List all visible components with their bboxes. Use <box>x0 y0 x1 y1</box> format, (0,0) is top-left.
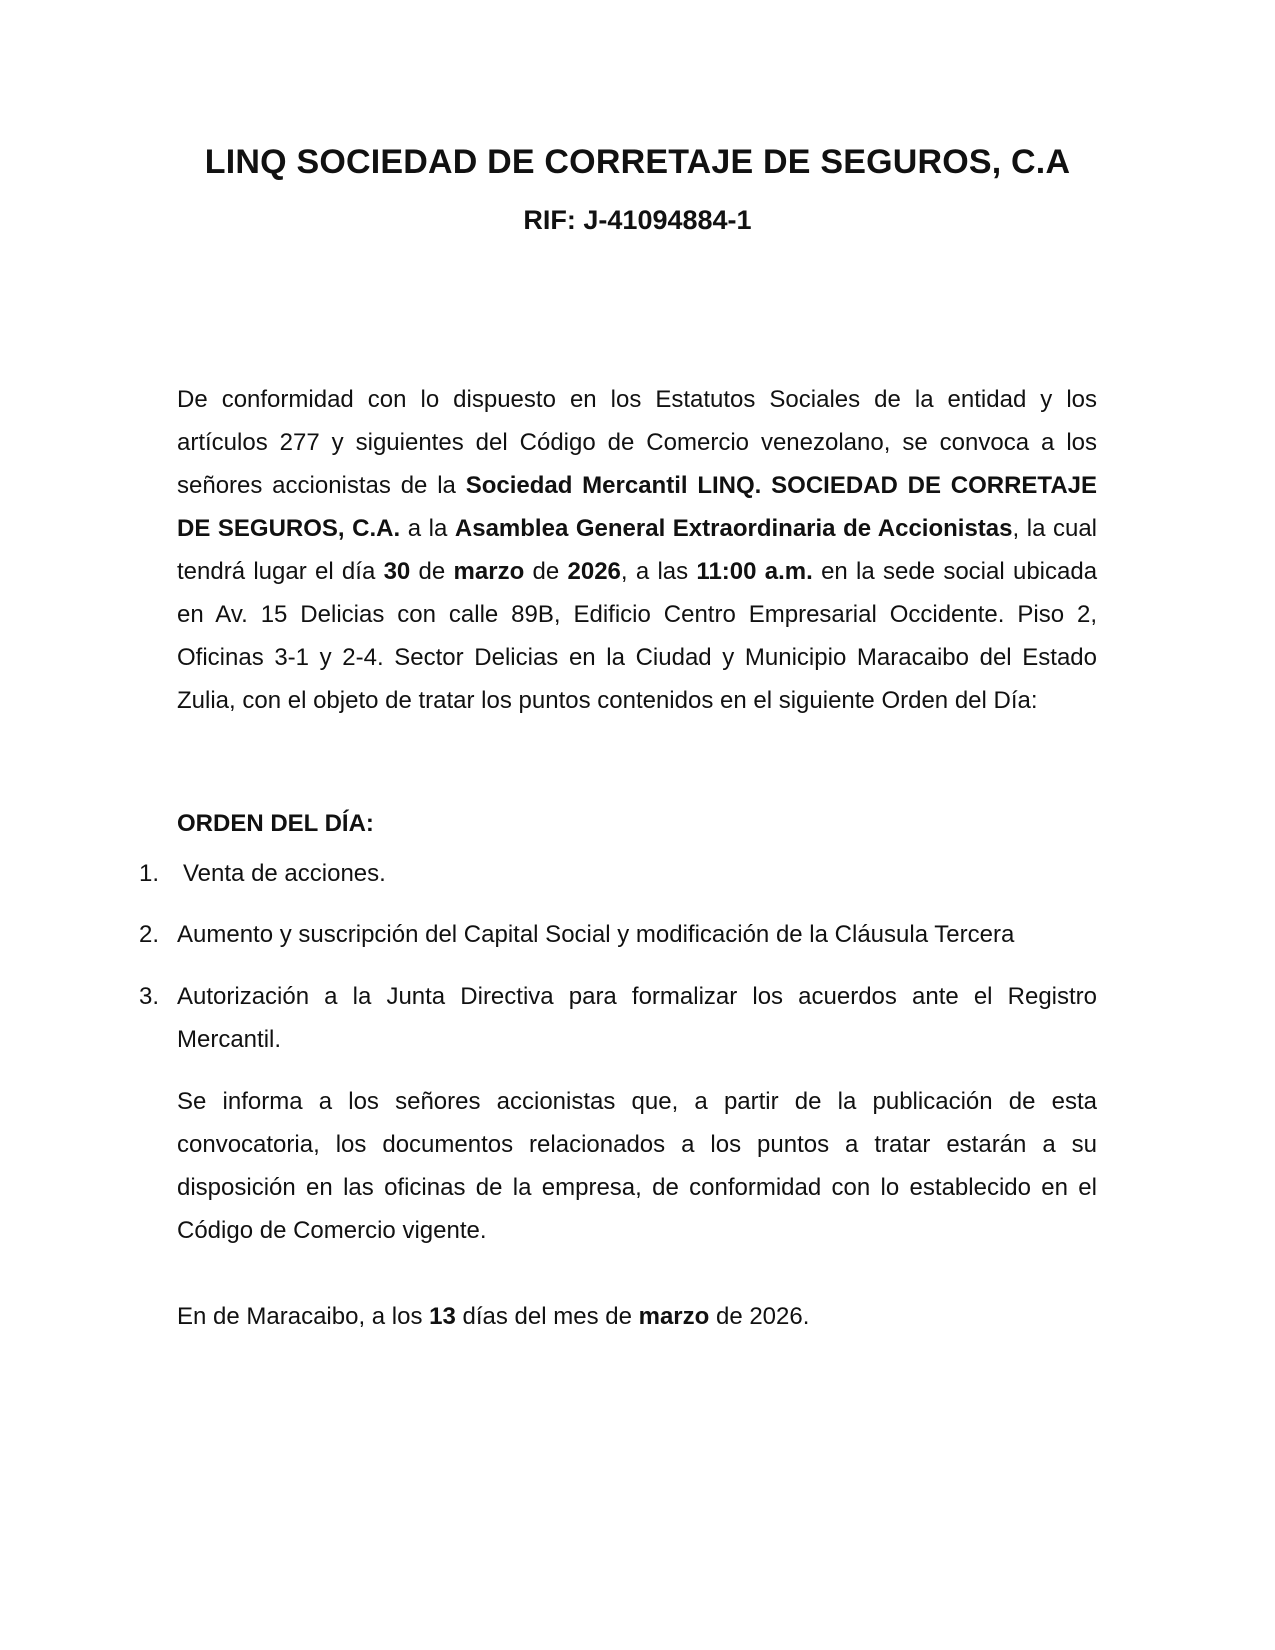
intro-text-7: en la sede social ubicada en Av. 15 Delicias con calle 89B, Edificio Centro Empresarial Occidente. Piso 2, Oficinas 3-1 y 2-4. Sector Delicias en la Ciudad y Municipio Maracaibo del Estado Zulia, con el objeto de tratar los puntos contenidos en el siguiente Orden del Día: <box>177 558 1098 714</box>
agenda-heading: ORDEN DEL DÍA: <box>177 810 374 837</box>
closing-line <box>177 1295 1097 1338</box>
intro-text-5: de <box>524 558 568 585</box>
closing-day: 13 <box>429 1303 456 1330</box>
closing-text-1: En de Maracaibo, a los <box>177 1303 430 1330</box>
agenda-item-text: Aumento y suscripción del Capital Social y modificación de la Cláusula Tercera <box>177 921 1015 948</box>
closing-month: marzo <box>638 1303 710 1330</box>
closing-text-3: de 2026. <box>709 1303 810 1330</box>
intro-time: 11:00 a.m. <box>696 558 813 585</box>
intro-assembly-name: Asamblea General Extraordinaria de Accionistas <box>454 515 1013 542</box>
intro-day: 30 <box>383 558 411 585</box>
notice-paragraph: Se informa a los señores accionistas que, a partir de la publicación de esta convocatoria, los documentos relacionados a los puntos a tratar estarán a su disposición en las oficinas de la empresa, de conformidad con lo establecido en el Código de Comercio vigente. <box>177 1088 1097 1244</box>
intro-text-4: de <box>410 558 454 585</box>
agenda-item-text: Venta de acciones. <box>183 860 386 887</box>
intro-text-2: a la <box>400 515 455 542</box>
company-title: LINQ SOCIEDAD DE CORRETAJE DE SEGUROS, C.A <box>204 143 1071 181</box>
agenda-item-number: 1. <box>139 860 160 887</box>
intro-text-1: De conformidad con lo dispuesto en los Estatutos Sociales de la entidad y los artículos 277 y siguientes del Código de Comercio venezolano, se convoca a los señores accionistas de la <box>177 386 1097 499</box>
company-rif: RIF: J-41094884-1 <box>523 205 752 235</box>
intro-company-name: Sociedad Mercantil LINQ. SOCIEDAD DE CORRETAJE DE SEGUROS, C.A. <box>177 472 1098 542</box>
agenda-item-text: Autorización a la Junta Directiva para formalizar los acuerdos ante el Registro Mercantil. <box>177 983 1097 1053</box>
intro-month: marzo <box>453 558 525 585</box>
agenda-item-number: 2. <box>139 921 160 948</box>
intro-text-3: , la cual tendrá lugar el día <box>177 515 1098 585</box>
intro-paragraph <box>177 378 1097 722</box>
agenda-item-number: 3. <box>139 983 160 1010</box>
closing-text-2: días del mes de <box>455 1303 639 1330</box>
intro-text-6: , a las <box>620 558 697 585</box>
intro-year: 2026 <box>567 558 621 585</box>
